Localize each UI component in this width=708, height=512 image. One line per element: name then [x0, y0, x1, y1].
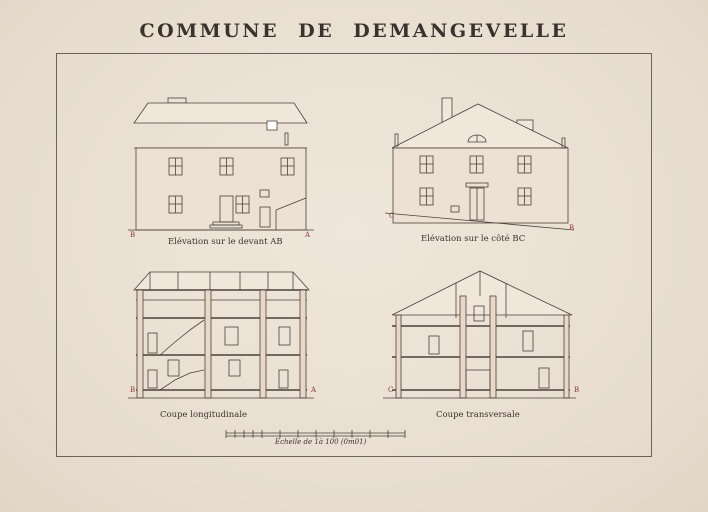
section-longitudinal-drawing: [128, 272, 317, 398]
caption-section-longitudinal: Coupe longitudinale: [160, 410, 248, 420]
point-label-elevation-side-right: B: [569, 224, 575, 232]
point-label-section-long-right: A: [311, 386, 317, 394]
caption-section-cross: Coupe transversale: [436, 410, 520, 420]
point-label-section-long-left: B: [130, 386, 136, 394]
point-label-elevation-front-right: A: [305, 231, 311, 239]
sheet-title: COMMUNE DE DEMANGEVELLE: [139, 20, 569, 42]
caption-elevation-front: Elévation sur le devant AB: [168, 237, 283, 247]
scale-bar: [226, 430, 405, 438]
elevation-front-drawing: [128, 98, 314, 230]
point-label-elevation-side-left: C: [389, 212, 395, 220]
point-label-section-cross-right: B: [574, 386, 580, 394]
scale-caption: Echelle de 1à 100 (0m01): [275, 438, 367, 446]
section-cross-drawing: [383, 271, 576, 398]
point-label-elevation-front-left: B: [130, 231, 136, 239]
elevation-side-drawing: [385, 98, 574, 230]
point-label-section-cross-left: C: [388, 386, 394, 394]
caption-elevation-side: Elévation sur le côté BC: [421, 234, 526, 244]
